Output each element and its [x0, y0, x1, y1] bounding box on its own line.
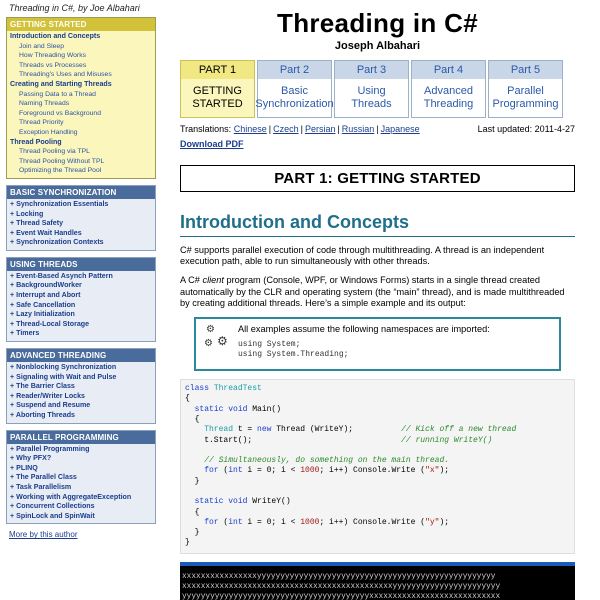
para-text-after: program (Console, WPF, or Windows Forms) starts in a single thread created automatically by the CLR and operating system (the “main” thread), and is made multithreaded by creating additional threads. Here’s a simple example and its output: — [180, 275, 565, 308]
nav-item[interactable]: Foreground vs Background — [19, 109, 101, 117]
last-updated-label: Last updated: — [477, 124, 533, 134]
nav-item[interactable]: + Thread-Local Storage — [7, 320, 155, 330]
page-title: Threading in C# — [277, 8, 478, 38]
last-updated-date: 2011-4-27 — [534, 124, 575, 134]
nav-section-header[interactable]: ADVANCED THREADING — [7, 349, 155, 362]
code-line — [185, 436, 570, 446]
nav-item[interactable]: + Reader/Writer Locks — [7, 392, 155, 402]
code-token: 1000 — [300, 466, 320, 476]
nav-item[interactable]: Threads vs Processes — [19, 61, 87, 69]
nav-item[interactable]: + Synchronization Contexts — [7, 238, 155, 248]
nav-item[interactable]: Threading's Uses and Misuses — [19, 71, 112, 79]
nav-item[interactable]: + Nonblocking Synchronization — [7, 363, 155, 373]
nav-sections — [6, 17, 156, 524]
nav-section — [6, 257, 156, 342]
intro-paragraph: C# supports parallel execution of code through multithreading. A thread is an independent execution path, able to run simultaneously with other threads. — [180, 245, 545, 267]
code-line — [185, 415, 570, 425]
section-title: Introduction and Concepts — [180, 212, 575, 237]
nav-item[interactable]: Creating and Starting Threads — [10, 79, 112, 88]
part-tab-number: Part 4 — [412, 61, 485, 79]
part-tab[interactable] — [180, 60, 255, 118]
code-line — [185, 384, 570, 394]
code-token: "y" — [425, 517, 440, 527]
code-token — [185, 518, 204, 527]
code-token: Thread — [204, 425, 234, 435]
code-line — [185, 508, 570, 518]
nav-item[interactable]: + Interrupt and Abort — [7, 291, 155, 301]
part-tab[interactable] — [488, 60, 563, 118]
code-line — [185, 466, 570, 476]
nav-item[interactable]: + Concurrent Collections — [7, 502, 155, 512]
part-tab[interactable] — [257, 60, 332, 118]
nav-item[interactable]: + Synchronization Essentials — [7, 200, 155, 210]
translations-list: Translations: Chinese | Czech | Persian | Russian | Japanese — [180, 124, 420, 134]
code-token: int — [228, 517, 243, 527]
nav-item[interactable]: Thread Priority — [19, 119, 64, 127]
nav-item[interactable]: + Task Parallelism — [7, 483, 155, 493]
nav-item[interactable]: + Event-Based Asynch Pattern — [7, 272, 155, 282]
code-token: ( — [218, 466, 229, 476]
nav-item[interactable]: Thread Pooling Without TPL — [19, 157, 105, 165]
code-token — [185, 466, 204, 475]
code-token — [185, 456, 204, 465]
code-line — [185, 425, 570, 435]
download-pdf-link[interactable]: Download PDF — [180, 139, 244, 149]
language-link[interactable]: Japanese — [380, 124, 420, 134]
nav-item[interactable]: + Why PFX? — [7, 454, 155, 464]
part-tab-title: Advanced Threading — [412, 79, 485, 117]
part-tab-number: Part 3 — [335, 61, 408, 79]
code-line — [185, 487, 570, 497]
code-token: ; i++) Console.Write ( — [319, 466, 426, 476]
nav-section-header[interactable]: USING THREADS — [7, 258, 155, 271]
nav-item[interactable]: + SpinLock and SpinWait — [7, 512, 155, 522]
nav-section — [6, 17, 156, 179]
nav-item[interactable]: + The Barrier Class — [7, 382, 155, 392]
nav-item[interactable]: + The Parallel Class — [7, 473, 155, 483]
code-token: // Simultaneously, do something on the main thread. — [204, 456, 450, 466]
nav-item[interactable]: Introduction and Concepts — [10, 32, 101, 40]
nav-item[interactable]: How Threading Works — [19, 52, 86, 60]
code-token: ( — [218, 517, 229, 527]
translations-bar — [180, 124, 575, 134]
code-line — [185, 518, 570, 528]
code-token: // running WriteY() — [401, 435, 493, 445]
nav-item[interactable]: + Thread Safety — [7, 219, 155, 229]
note-code: using System; using System.Threading; — [238, 340, 349, 360]
code-token: { — [185, 507, 200, 517]
nav-item[interactable]: + Safe Cancellation — [7, 301, 155, 311]
nav-item[interactable]: + Locking — [7, 210, 155, 220]
part-tabs — [180, 60, 575, 118]
para-text-em: client — [202, 275, 224, 286]
code-token: Thread (WriteY); — [271, 425, 402, 435]
code-line — [185, 456, 570, 466]
code-token: { — [185, 394, 190, 404]
code-token: // Kick off a new thread — [401, 425, 517, 435]
sidebar — [6, 0, 156, 539]
nav-item[interactable]: + PLINQ — [7, 464, 155, 474]
code-token: t.Start(); — [185, 435, 402, 445]
code-token: ; i++) Console.Write ( — [319, 517, 426, 527]
code-token: "x" — [425, 466, 440, 476]
code-token: for — [204, 466, 219, 476]
part-tab-title: Basic Synchronization — [258, 79, 331, 117]
part-tab-number: Part 5 — [489, 61, 562, 79]
part-tab-number: PART 1 — [181, 61, 254, 79]
client-paragraph — [180, 275, 575, 309]
code-line — [185, 497, 570, 507]
code-token: ThreadTest — [213, 384, 262, 394]
nav-item[interactable]: Naming Threads — [19, 100, 70, 108]
part-tab[interactable] — [411, 60, 486, 118]
code-token: i = 0; i < — [242, 517, 301, 527]
code-token: { — [185, 414, 200, 424]
nav-item[interactable]: + Signaling with Wait and Pulse — [7, 373, 155, 383]
namespace-note — [194, 317, 561, 371]
code-token: WriteY() — [247, 497, 291, 507]
main-content — [180, 0, 575, 600]
part-banner: PART 1: GETTING STARTED — [180, 165, 575, 192]
language-link[interactable]: Chinese — [233, 124, 267, 134]
more-by-author-link[interactable]: More by this author — [9, 530, 78, 540]
nav-section-header[interactable]: PARALLEL PROGRAMMING — [7, 431, 155, 444]
nav-item[interactable]: + Aborting Threads — [7, 411, 155, 421]
code-token: ); — [439, 517, 450, 527]
code-token: static void — [194, 497, 248, 507]
nav-item[interactable]: Exception Handling — [19, 128, 78, 136]
nav-section — [6, 430, 156, 525]
nav-item[interactable]: Passing Data to a Thread — [19, 90, 96, 98]
code-token: new — [257, 425, 272, 435]
code-sample — [180, 379, 575, 554]
code-line — [185, 405, 570, 415]
part-tab[interactable] — [334, 60, 409, 118]
code-token — [185, 425, 204, 434]
part-tab-title: GETTING STARTED — [181, 79, 254, 117]
nav-item[interactable]: Thread Pooling — [10, 137, 62, 146]
code-token: class — [185, 384, 214, 394]
nav-item[interactable]: Join and Sleep — [19, 42, 64, 50]
nav-section-header[interactable]: BASIC SYNCHRONIZATION — [7, 186, 155, 199]
site-title: Threading in C#, by Joe Albahari — [9, 3, 140, 13]
gears-icon: ⚙ ⚙ ⚙ — [204, 324, 228, 350]
nav-item[interactable]: Thread Pooling via TPL — [19, 148, 90, 156]
nav-item[interactable]: + Event Wait Handles — [7, 229, 155, 239]
nav-item[interactable]: + Working with AggregateException — [7, 493, 155, 503]
nav-item[interactable]: Optimizing the Thread Pool — [19, 167, 102, 175]
code-token: } — [185, 528, 200, 538]
code-token: 1000 — [300, 517, 320, 527]
code-token: t = — [233, 425, 258, 435]
code-token: } — [185, 476, 200, 486]
code-token — [185, 405, 195, 414]
code-line — [185, 477, 570, 487]
program-output: xxxxxxxxxxxxxxxxyyyyyyyyyyyyyyyyyyyyyyyyyyyyyyyyyyyyyyyyyyyyyyyyyyy xxxxxxxxxxxxxxxxxxxxxxxxxxxxxxxxxxxxxxxxxxxxxyyyyyyyyyyyyyyyyyyyyyyy yyyyyyyyyyyyyyyyyyyyyyyyyyyyyyyyyyyyyyyyxxxxxxxxxxxxxxxxxxxxxxxxxxxx — [180, 562, 575, 600]
code-token: Main() — [247, 404, 282, 414]
nav-section — [6, 348, 156, 424]
language-link[interactable]: Russian — [341, 124, 375, 134]
code-token: ); — [439, 466, 450, 476]
part-tab-title: Parallel Programming — [489, 79, 562, 117]
nav-item[interactable]: + Suspend and Resume — [7, 401, 155, 411]
code-token: } — [185, 538, 190, 548]
code-token: int — [228, 466, 243, 476]
code-token: static void — [194, 404, 248, 414]
part-tab-title: Using Threads — [335, 79, 408, 117]
code-token: i = 0; i < — [242, 466, 301, 476]
nav-item[interactable]: + Timers — [7, 329, 155, 339]
nav-section-header[interactable]: GETTING STARTED — [7, 18, 155, 31]
last-updated — [478, 124, 575, 134]
translations-label: Translations: — [180, 124, 232, 134]
code-line — [185, 394, 570, 404]
nav-item[interactable]: + Lazy Initialization — [7, 310, 155, 320]
author-name: Joseph Albahari — [334, 40, 421, 52]
code-line — [185, 446, 570, 456]
nav-section — [6, 185, 156, 251]
para-text-before: A C# — [180, 275, 203, 286]
nav-item[interactable]: + BackgroundWorker — [7, 281, 155, 291]
code-line — [185, 528, 570, 538]
language-link[interactable]: Czech — [273, 124, 299, 134]
code-line — [185, 538, 570, 548]
part-tab-number: Part 2 — [258, 61, 331, 79]
nav-item[interactable]: + Parallel Programming — [7, 445, 155, 455]
code-token: for — [204, 517, 219, 527]
code-token — [185, 497, 195, 506]
language-link[interactable]: Persian — [304, 124, 336, 134]
note-text: All examples assume the following namespaces are imported: — [238, 324, 490, 335]
